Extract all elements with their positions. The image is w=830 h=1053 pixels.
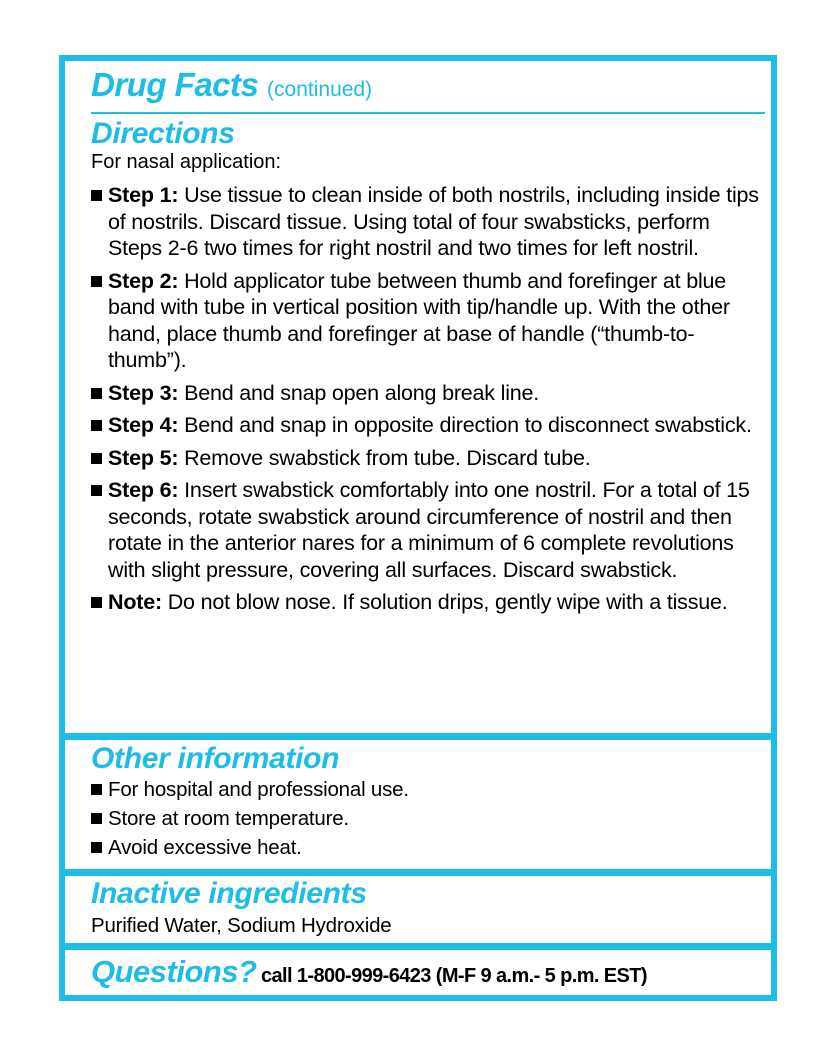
- square-bullet-icon: [91, 190, 102, 201]
- square-bullet-icon: [91, 276, 102, 287]
- step-text: Remove swabstick from tube. Discard tube.: [184, 445, 591, 470]
- other-info-item: [91, 833, 759, 862]
- title-suffix: (continued): [267, 78, 373, 101]
- questions-row: [91, 954, 759, 990]
- section-divider: [65, 869, 771, 876]
- step-text: Insert swabstick comfortably into one nostril. For a total of 15 seconds, rotate swabstick around circumference of nostril and then rotate in the anterior nares for a minimum of 6 complete revolutions with slight pressure, covering all surfaces. Discard swabstick.: [108, 478, 750, 582]
- square-bullet-icon: [91, 485, 102, 496]
- directions-section: [65, 67, 771, 616]
- title-text: Drug Facts: [91, 66, 259, 103]
- questions-heading: Questions?: [91, 954, 257, 989]
- note-label: Note:: [108, 590, 162, 614]
- square-bullet-icon: [91, 813, 102, 824]
- step-5: [91, 445, 759, 472]
- drug-facts-panel: [59, 55, 777, 1001]
- step-label: Step 1:: [108, 183, 179, 207]
- section-divider: [65, 943, 771, 950]
- square-bullet-icon: [91, 597, 102, 608]
- step-label: Step 5:: [108, 445, 179, 470]
- other-info-item: [91, 775, 759, 804]
- other-information-section: [65, 743, 771, 862]
- step-text: Use tissue to clean inside of both nostrils, including inside tips of nostrils. Discard tissue. Using total of four swabsticks, perform Steps 2-6 two times for right nostril and two times for left nostril.: [108, 183, 759, 260]
- step-label: Step 4:: [108, 413, 179, 437]
- other-info-text: For hospital and professional use.: [108, 778, 409, 801]
- directions-intro: For nasal application:: [91, 151, 282, 173]
- directions-heading: Directions: [91, 117, 235, 150]
- step-4: [91, 412, 759, 439]
- drug-facts-title: [91, 67, 759, 108]
- square-bullet-icon: [91, 453, 102, 464]
- step-label: Step 3:: [108, 380, 179, 405]
- other-info-text: Avoid excessive heat.: [108, 836, 302, 859]
- section-divider: [65, 733, 771, 740]
- questions-section: [65, 954, 771, 990]
- inactive-ingredients-section: [65, 878, 771, 940]
- questions-phone: call 1-800-999-6423 (M-F 9 a.m.- 5 p.m. EST): [260, 965, 647, 987]
- other-info-text: Store at room temperature.: [108, 807, 349, 830]
- square-bullet-icon: [91, 420, 102, 431]
- square-bullet-icon: [91, 388, 102, 399]
- square-bullet-icon: [91, 842, 102, 853]
- step-text: Bend and snap in opposite direction to disconnect swabstick.: [184, 413, 752, 437]
- step-text: Bend and snap open along break line.: [184, 380, 540, 405]
- step-3: [91, 380, 759, 407]
- step-6: [91, 477, 759, 583]
- inactive-ingredients-text: Purified Water, Sodium Hydroxide: [91, 914, 392, 937]
- title-rule: [91, 112, 765, 114]
- square-bullet-icon: [91, 784, 102, 795]
- step-1: [91, 182, 759, 262]
- step-note: [91, 589, 759, 616]
- note-text: Do not blow nose. If solution drips, gently wipe with a tissue.: [167, 590, 728, 614]
- step-2: [91, 268, 759, 374]
- step-label: Step 6:: [108, 478, 179, 502]
- step-label: Step 2:: [108, 268, 179, 293]
- step-text: Hold applicator tube between thumb and forefinger at blue band with tube in vertical position with tip/handle up. With the other hand, place thumb and forefinger at base of handle (“thumb-to-thumb”).: [108, 268, 730, 372]
- inactive-ingredients-heading: Inactive ingredients: [91, 877, 367, 910]
- other-info-item: [91, 804, 759, 833]
- other-information-heading: Other information: [91, 742, 340, 775]
